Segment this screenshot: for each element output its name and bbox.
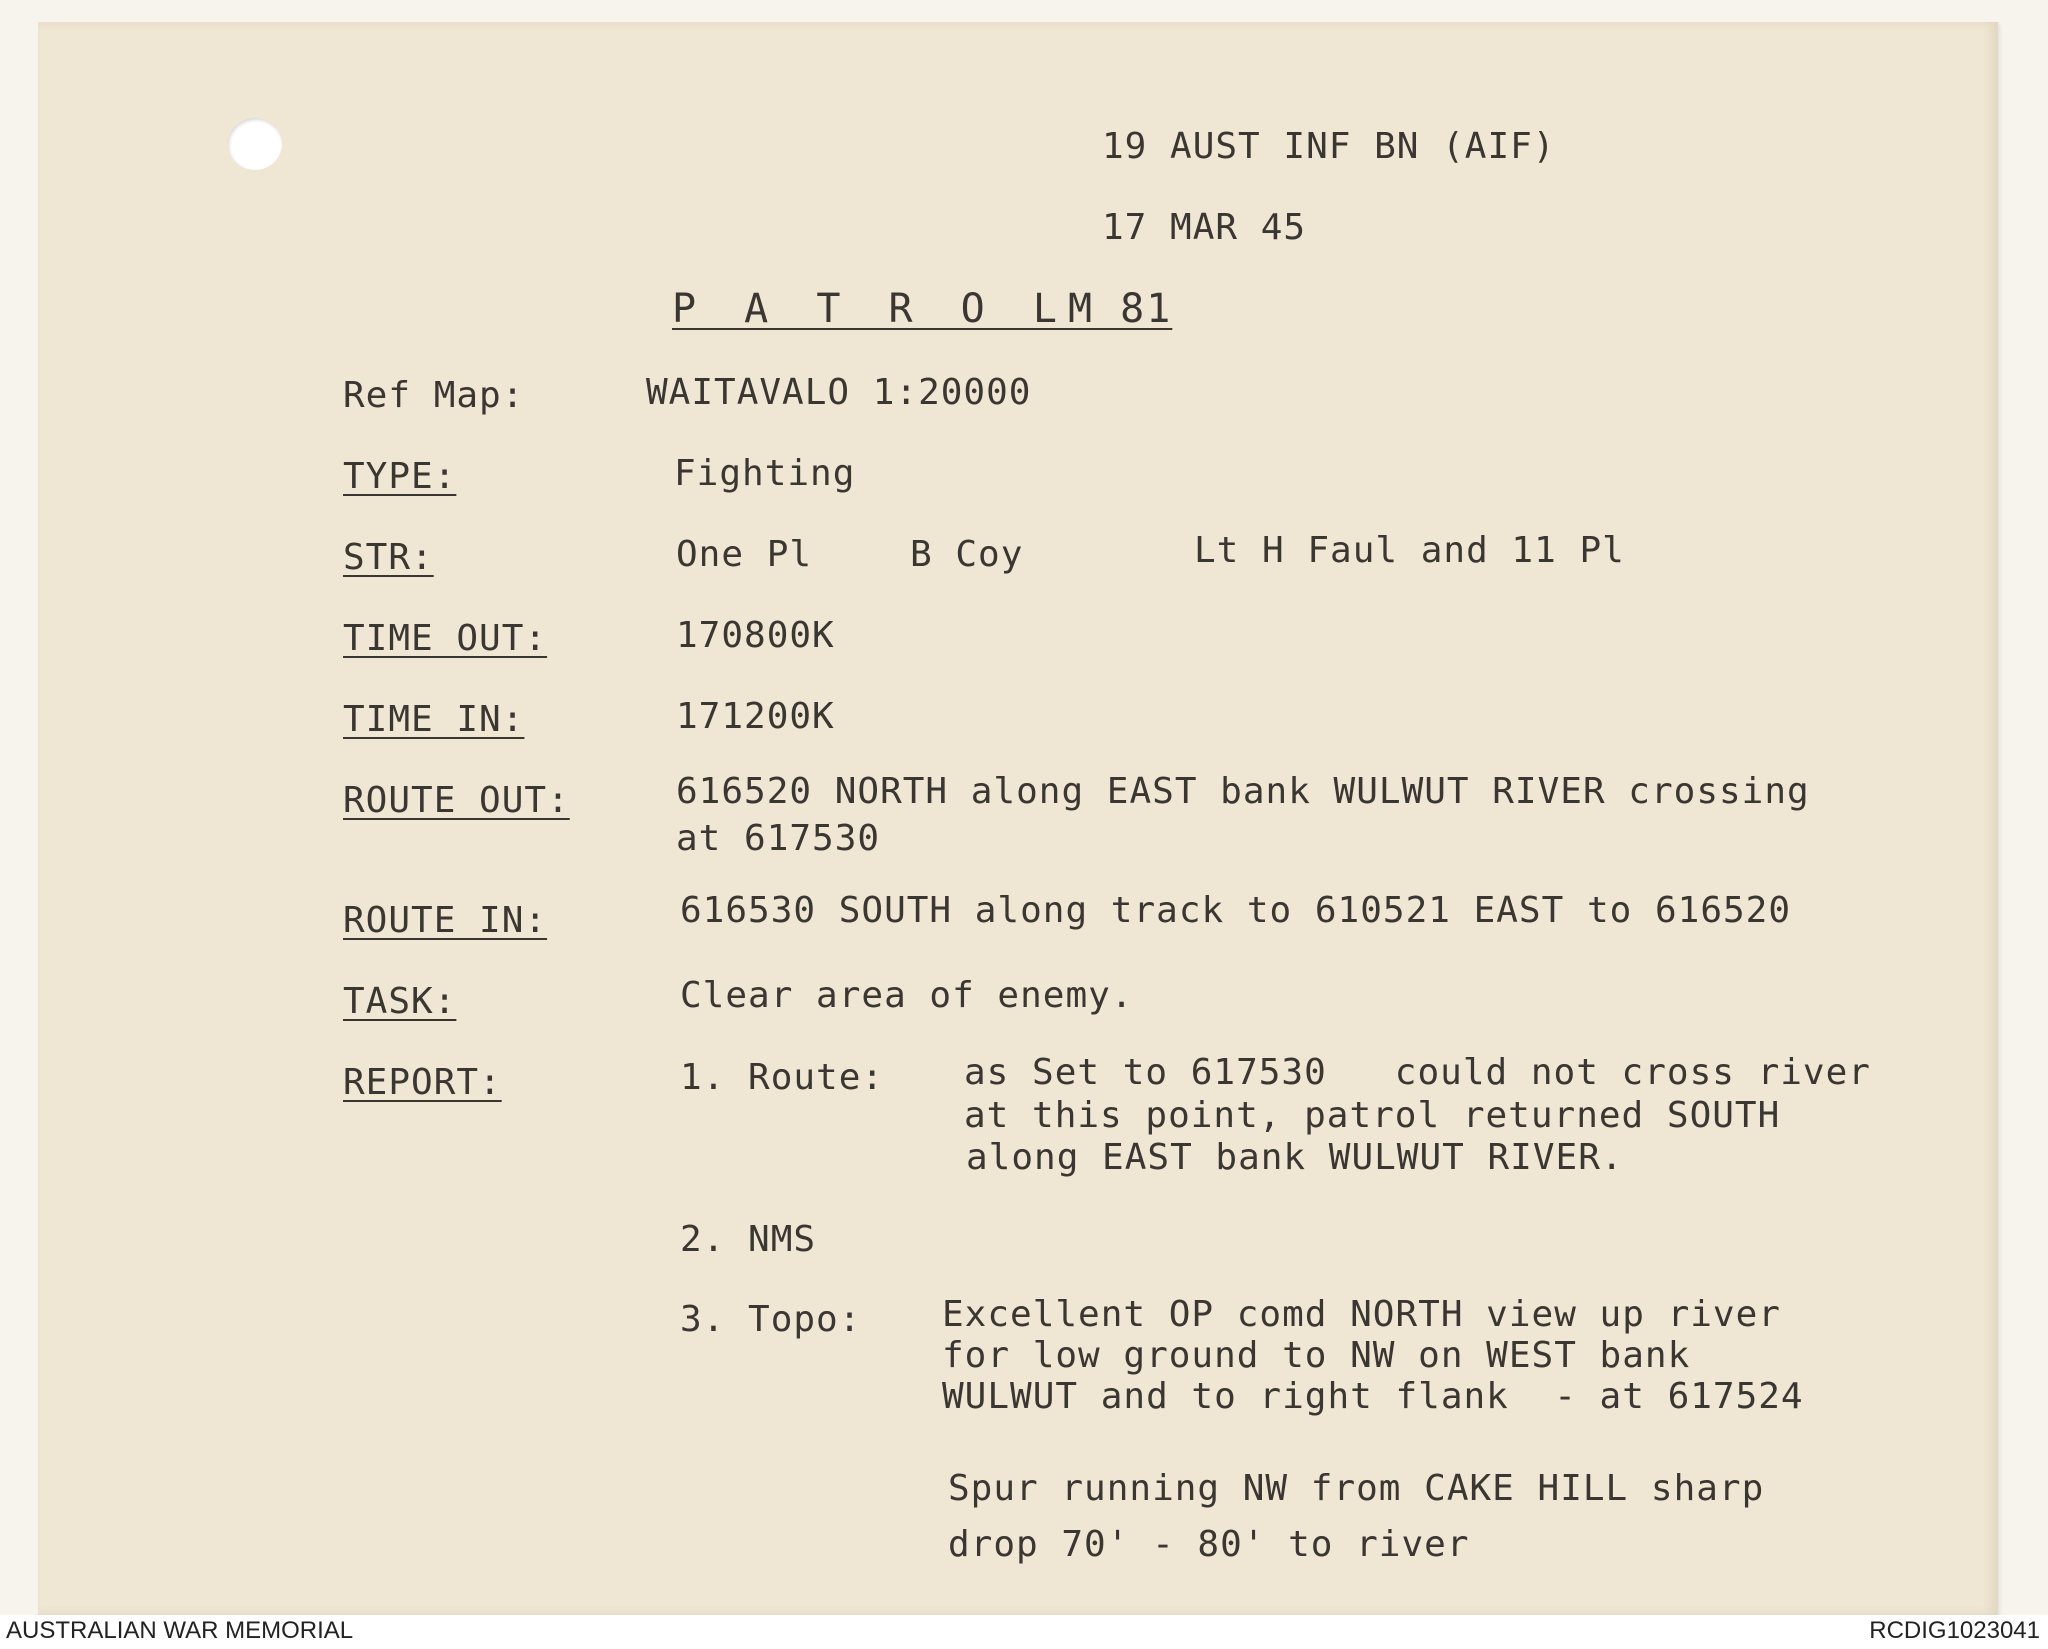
field-label-route-out: ROUTE OUT: <box>343 780 570 821</box>
field-label-str: STR: <box>343 537 434 578</box>
field-label-time-out: TIME OUT: <box>343 618 548 659</box>
field-label-task: TASK: <box>343 981 457 1022</box>
punch-hole <box>228 118 282 170</box>
report-route-label: 1. Route: <box>680 1057 885 1098</box>
field-value-route-out-line1: 616520 NORTH along EAST bank WULWUT RIVER crossing <box>676 771 1810 812</box>
field-value-str-commander: Lt H Faul and 11 Pl <box>1194 530 1625 571</box>
field-value-ref-map: WAITAVALO 1:20000 <box>646 372 1032 413</box>
unit-heading: 19 AUST INF BN (AIF) <box>1102 126 1556 167</box>
field-label-time-in: TIME IN: <box>343 699 525 740</box>
archive-credit: AUSTRALIAN WAR MEMORIAL <box>6 1617 354 1644</box>
archive-reference: RCDIG1023041 <box>1869 1617 2040 1644</box>
document-date: 17 MAR 45 <box>1102 207 1307 248</box>
field-value-type: Fighting <box>674 453 856 494</box>
report-topo-line: Excellent OP comd NORTH view up river <box>942 1294 1781 1335</box>
field-value-str-company: B Coy <box>910 534 1024 575</box>
patrol-title: P A T R O L <box>672 286 1069 332</box>
report-spur-line: drop 70' - 80' to river <box>948 1524 1470 1565</box>
report-route-line: at this point, patrol returned SOUTH <box>964 1095 1781 1136</box>
field-value-time-in: 171200K <box>676 696 835 737</box>
field-label-ref-map: Ref Map: <box>343 375 525 416</box>
field-value-str-platoon: One Pl <box>676 534 813 575</box>
patrol-code: M 81 <box>1068 286 1173 332</box>
field-value-route-out-line2: at 617530 <box>676 818 881 859</box>
field-label-report: REPORT: <box>343 1062 502 1103</box>
report-route-line: along EAST bank WULWUT RIVER. <box>966 1137 1624 1178</box>
field-value-route-in: 616530 SOUTH along track to 610521 EAST to 616520 <box>680 890 1792 931</box>
archive-footer <box>0 1615 2048 1649</box>
field-value-task: Clear area of enemy. <box>680 975 1134 1016</box>
report-topo-line: WULWUT and to right flank - at 617524 <box>942 1376 1804 1417</box>
field-label-route-in: ROUTE IN: <box>343 900 548 941</box>
field-value-time-out: 170800K <box>676 615 835 656</box>
field-label-type: TYPE: <box>343 456 457 497</box>
report-topo-label: 3. Topo: <box>680 1299 862 1340</box>
report-nms: 2. NMS <box>680 1219 817 1260</box>
report-topo-line: for low ground to NW on WEST bank <box>942 1335 1691 1376</box>
report-route-line: as Set to 617530 could not cross river <box>964 1052 1871 1093</box>
report-spur-line: Spur running NW from CAKE HILL sharp <box>948 1468 1765 1509</box>
